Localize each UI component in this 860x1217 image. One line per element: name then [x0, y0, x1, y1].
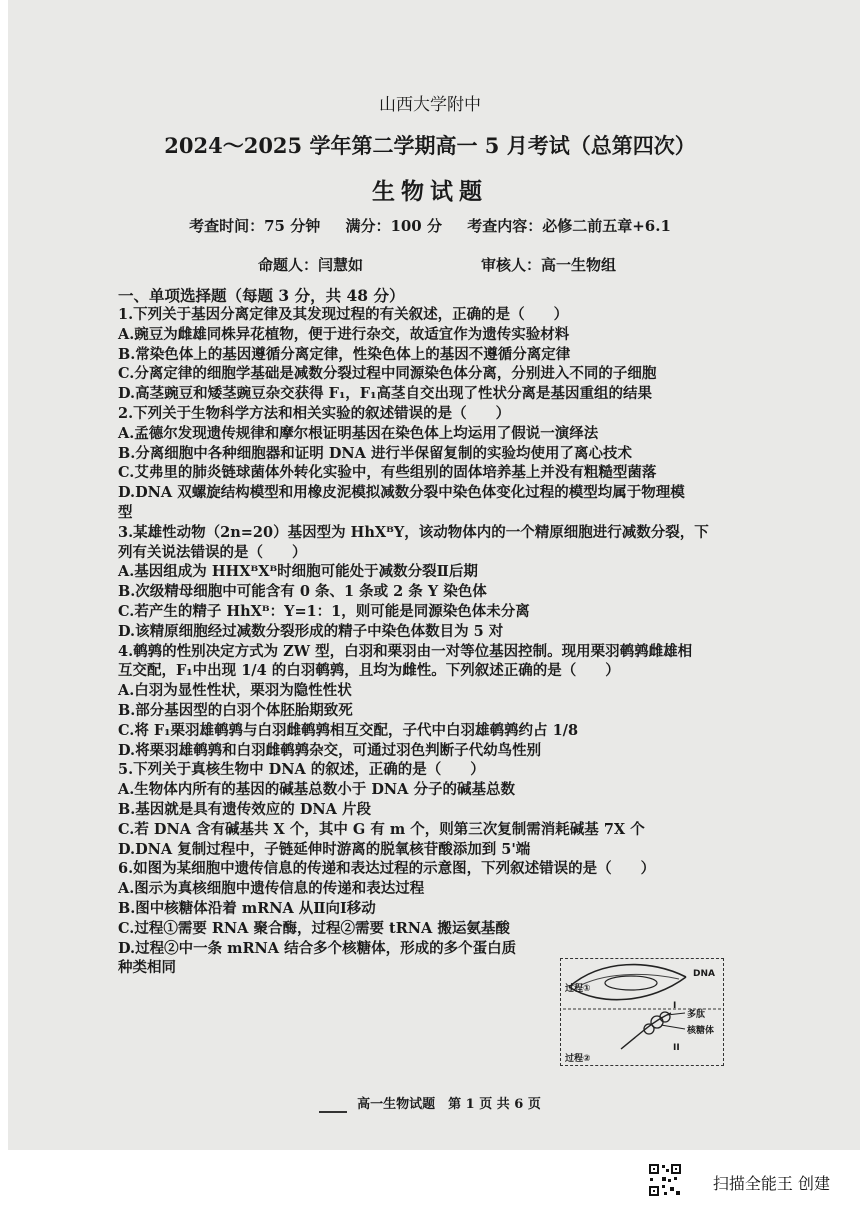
exam-title: 2024～2025 学年第二学期高一 5 月考试（总第四次）	[164, 133, 696, 158]
dna-label: DNA	[693, 969, 715, 979]
exam-score: 满分：100 分	[345, 217, 442, 235]
question-line: B.次级精母细胞中可能含有 0 条、1 条或 2 条 Y 染色体	[118, 583, 487, 601]
question-stem: 5.下列关于真核生物中 DNA 的叙述，正确的是（ ）	[118, 761, 485, 779]
roman-ii-label: II	[673, 1043, 680, 1053]
question-stem: 4.鹌鹑的性别决定方式为 ZW 型，白羽和栗羽由一对等位基因控制。现用栗羽鹌鹑雌雄相	[118, 642, 693, 660]
qr-code-icon	[648, 1163, 682, 1197]
question-line: D.该精原细胞经过减数分裂形成的精子中染色体数目为 5 对	[118, 622, 504, 640]
footer-text: 高一生物试题 第 1 页 共 6 页	[357, 1097, 541, 1112]
question-line: 型	[118, 504, 133, 521]
question-line: B.基因就是具有遗传效应的 DNA 片段	[118, 801, 371, 818]
question-line: 种类相同	[118, 959, 176, 977]
question-line: C.艾弗里的肺炎链球菌体外转化实验中，有些组别的固体培养基上并没有粗糙型菌落	[118, 464, 657, 482]
question-line: A.图示为真核细胞中遗传信息的传递和表达过程	[118, 880, 425, 898]
question-line: D.DNA 双螺旋结构模型和用橡皮泥模拟减数分裂中染色体变化过程的模型均属于物理模	[118, 484, 685, 502]
question-line: C.分离定律的细胞学基础是减数分裂过程中同源染色体分离，分别进入不同的子细胞	[118, 365, 657, 383]
question-stem: 1.下列关于基因分离定律及其发现过程的有关叙述，正确的是（ ）	[118, 306, 569, 323]
section-heading: 一、单项选择题（每题 3 分，共 48 分）	[118, 286, 405, 305]
question-stem: 6.如图为某细胞中遗传信息的传递和表达过程的示意图，下列叙述错误的是（ ）	[118, 860, 656, 878]
question-line: C.将 F₁栗羽雄鹌鹑与白羽雌鹌鹑相互交配，子代中白羽雄鹌鹑约占 1/8	[118, 721, 579, 739]
exam-content: 考查内容：必修二前五章+6.1	[467, 217, 671, 235]
process1-label: 过程①	[565, 984, 591, 994]
question-line: A.基因组成为 HHXᴮXᴮ时细胞可能处于减数分裂Ⅱ后期	[118, 563, 478, 581]
exam-author: 命题人：闫慧如	[258, 256, 364, 274]
exam-time: 考查时间：75 分钟	[189, 217, 321, 235]
question-line: C.若 DNA 含有碱基共 X 个，其中 G 有 m 个，则第三次复制需消耗碱基 7X 个	[118, 820, 645, 838]
question-line: C.过程①需要 RNA 聚合酶，过程②需要 tRNA 搬运氨基酸	[118, 919, 510, 937]
polypeptide-label: 多肽	[687, 1010, 706, 1020]
roman-i-label: I	[673, 1001, 677, 1011]
question-line: B.图中核糖体沿着 mRNA 从Ⅱ向Ⅰ移动	[118, 900, 376, 917]
question-line: A.豌豆为雌雄同株异花植物，便于进行杂交，故适宜作为遗传实验材料	[118, 325, 570, 343]
question-line: B.分离细胞中各种细胞器和证明 DNA 进行半保留复制的实验均使用了离心技术	[118, 444, 632, 462]
gene-expression-diagram	[560, 958, 724, 1066]
question-line: D.将栗羽雄鹌鹑和白羽雌鹌鹑杂交，可通过羽色判断子代幼鸟性别	[118, 741, 542, 759]
scanner-watermark: 扫描全能王 创建	[712, 1174, 830, 1193]
question-stem: 3.某雄性动物（2n=20）基因型为 HhXᴮY，该动物体内的一个精原细胞进行减数分裂，下	[118, 523, 709, 541]
question-stem: 2.下列关于生物科学方法和相关实验的叙述错误的是（ ）	[118, 405, 511, 422]
process2-label: 过程②	[565, 1054, 591, 1064]
page-footer	[0, 1093, 860, 1113]
question-line: C.若产生的精子 HhXᴮ：Y=1：1，则可能是同源染色体未分离	[118, 603, 530, 620]
question-line: D.DNA 复制过程中，子链延伸时游离的脱氧核苷酸添加到 5'端	[118, 840, 531, 858]
question-line: A.生物体内所有的基因的碱基总数小于 DNA 分子的碱基总数	[118, 781, 515, 799]
question-line: A.孟德尔发现遗传规律和摩尔根证明基因在染色体上均运用了假说一演绎法	[118, 424, 599, 442]
question-line: 互交配，F₁中出现 1/4 的白羽鹌鹑，且均为雌性。下列叙述正确的是（ ）	[118, 662, 620, 680]
subject-title: 生物试题	[372, 178, 488, 205]
signature-mark	[319, 1097, 347, 1113]
question-line: D.过程②中一条 mRNA 结合多个核糖体，形成的多个蛋白质	[118, 939, 517, 957]
question-line: 列有关说法错误的是（ ）	[118, 543, 307, 561]
question-line: D.高茎豌豆和矮茎豌豆杂交获得 F₁，F₁高茎自交出现了性状分离是基因重组的结果	[118, 385, 652, 403]
exam-reviewer: 审核人：高一生物组	[481, 256, 617, 274]
question-line: B.常染色体上的基因遵循分离定律，性染色体上的基因不遵循分离定律	[118, 345, 571, 363]
question-line: B.部分基因型的白羽个体胚胎期致死	[118, 702, 353, 719]
question-line: A.白羽为显性性状，栗羽为隐性性状	[118, 682, 352, 700]
exam-info	[0, 215, 860, 236]
ribosome-label: 核糖体	[687, 1026, 715, 1036]
school-name: 山西大学附中	[379, 95, 481, 115]
